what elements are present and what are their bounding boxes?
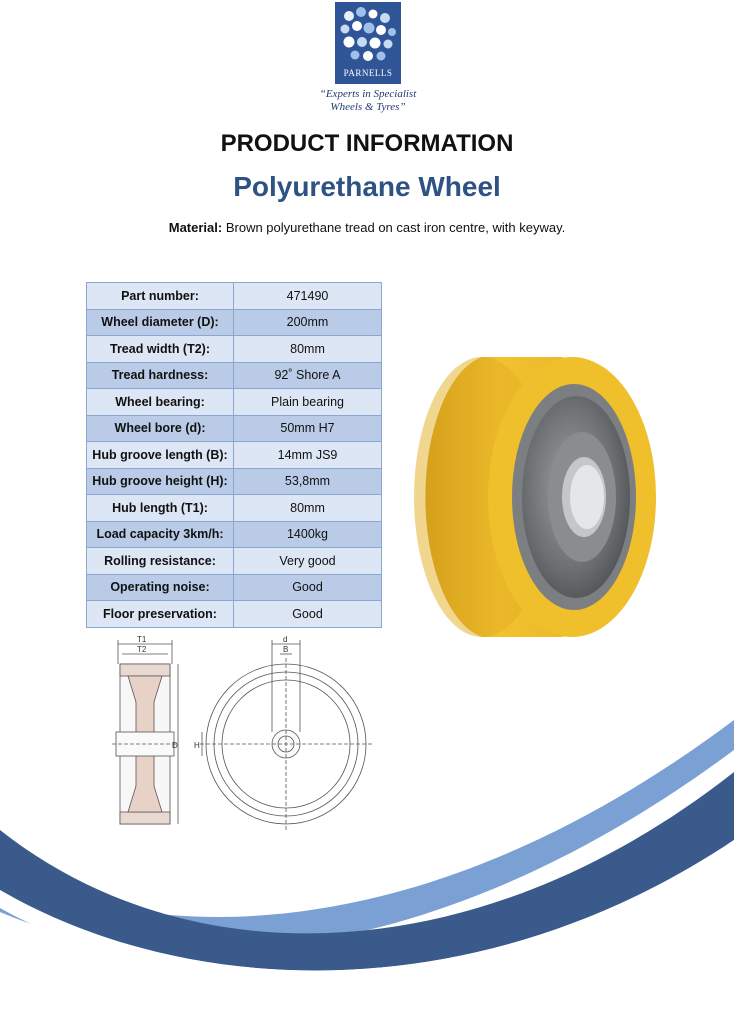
dim-label-h: H xyxy=(194,741,200,750)
spec-row xyxy=(87,336,382,363)
spec-label: Hub length (T1): xyxy=(87,495,234,522)
logo-tagline xyxy=(250,88,486,114)
spec-row xyxy=(87,283,382,310)
spec-value: 80mm xyxy=(234,336,382,363)
material-text: Brown polyurethane tread on cast iron centre, with keyway. xyxy=(225,220,566,235)
spec-label: Operating noise: xyxy=(87,574,234,601)
spec-label: Hub groove height (H): xyxy=(87,468,234,495)
spec-label: Wheel diameter (D): xyxy=(87,309,234,336)
dim-label-t1: T1 xyxy=(137,635,147,644)
spec-label: Hub groove length (B): xyxy=(87,442,234,469)
spec-value: 80mm xyxy=(234,495,382,522)
spec-row xyxy=(87,309,382,336)
spec-value: Good xyxy=(234,601,382,628)
spec-row xyxy=(87,415,382,442)
logo-name: PARNELLS xyxy=(343,68,393,78)
spec-label: Wheel bore (d): xyxy=(87,415,234,442)
spec-value: Very good xyxy=(234,548,382,575)
spec-value: 50mm H7 xyxy=(234,415,382,442)
spec-value: Good xyxy=(234,574,382,601)
dim-label-b: B xyxy=(283,645,289,654)
spec-value: 53,8mm xyxy=(234,468,382,495)
spec-row xyxy=(87,574,382,601)
logo-circles-icon xyxy=(335,2,401,68)
spec-value: 471490 xyxy=(234,283,382,310)
product-title: Polyurethane Wheel xyxy=(233,171,501,202)
spec-value: 14mm JS9 xyxy=(234,442,382,469)
spec-label: Wheel bearing: xyxy=(87,389,234,416)
spec-value: Plain bearing xyxy=(234,389,382,416)
dim-label-d-outer: D xyxy=(172,741,178,750)
spec-table xyxy=(86,282,382,628)
spec-row xyxy=(87,601,382,628)
spec-label: Tread hardness: xyxy=(87,362,234,389)
footer-swoosh xyxy=(0,680,734,1024)
dim-label-d-bore: d xyxy=(283,635,288,644)
spec-value: 92˚ Shore A xyxy=(234,362,382,389)
spec-value: 200mm xyxy=(234,309,382,336)
spec-label: Load capacity 3km/h: xyxy=(87,521,234,548)
spec-value: 1400kg xyxy=(234,521,382,548)
spec-label: Tread width (T2): xyxy=(87,336,234,363)
dim-label-t2: T2 xyxy=(137,645,147,654)
tagline-line-2: Wheels & Tyres” xyxy=(330,101,406,113)
material-label: Material: xyxy=(168,220,223,235)
spec-row xyxy=(87,521,382,548)
tagline-line-1: “Experts in Specialist xyxy=(319,88,417,100)
spec-row xyxy=(87,442,382,469)
spec-row xyxy=(87,548,382,575)
spec-row xyxy=(87,468,382,495)
spec-row xyxy=(87,389,382,416)
page-heading: PRODUCT INFORMATION xyxy=(220,130,514,157)
spec-label: Floor preservation: xyxy=(87,601,234,628)
spec-label: Rolling resistance: xyxy=(87,548,234,575)
spec-row xyxy=(87,495,382,522)
wheel-image xyxy=(412,352,667,642)
material-description xyxy=(0,220,734,235)
spec-row xyxy=(87,362,382,389)
spec-label: Part number: xyxy=(87,283,234,310)
